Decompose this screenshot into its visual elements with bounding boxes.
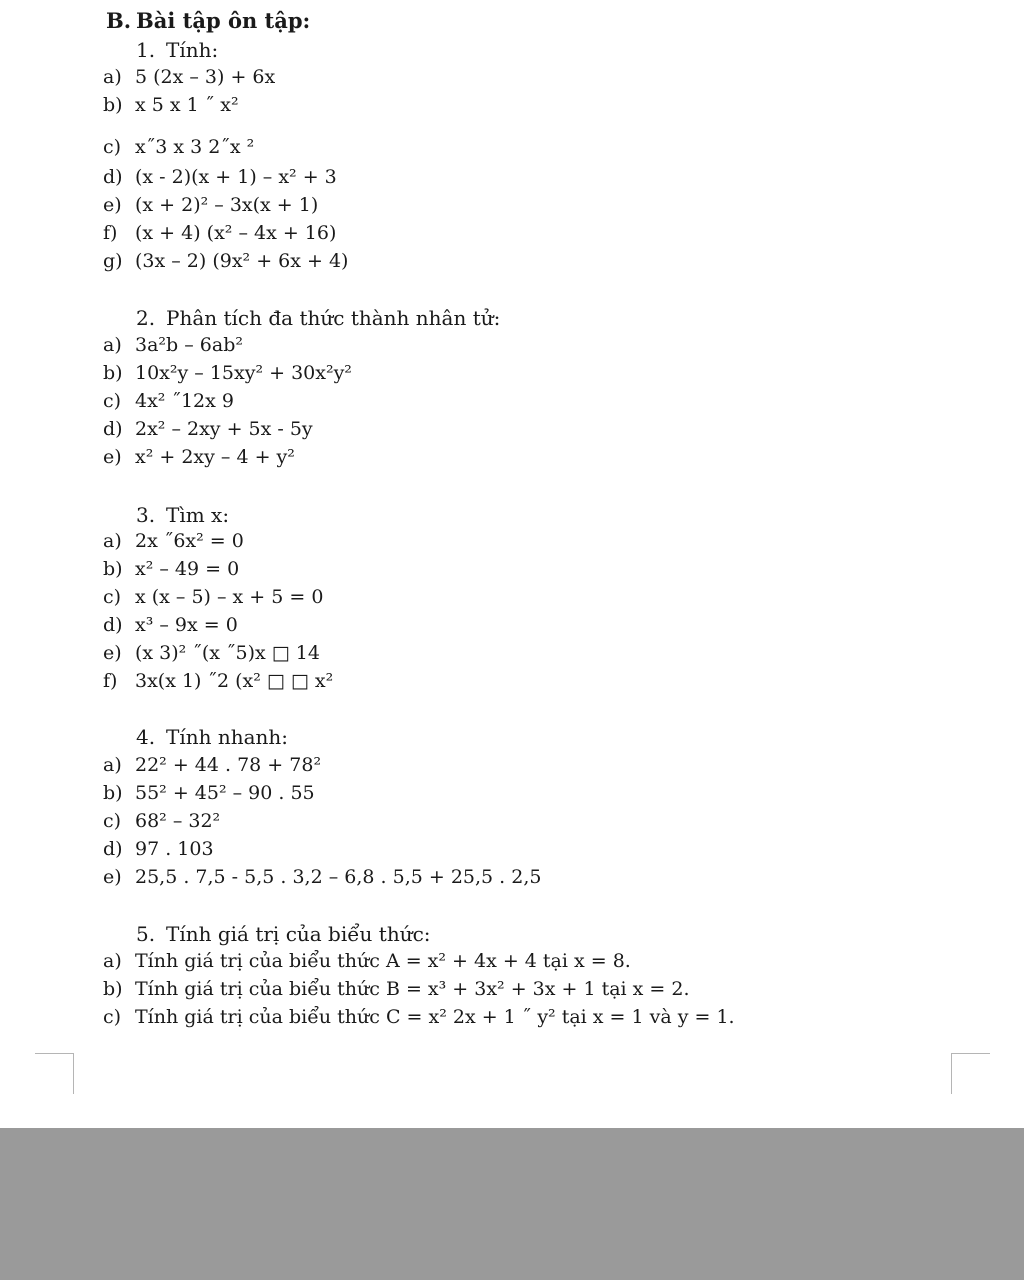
- exercise-item: [103, 390, 234, 412]
- item-text: 10x²y – 15xy² + 30x²y²: [135, 362, 352, 384]
- item-label: f): [103, 670, 118, 692]
- item-text: (x + 2)² – 3x(x + 1): [135, 194, 319, 216]
- section-heading: [106, 8, 310, 33]
- exercise-item: [103, 670, 333, 692]
- item-label: g): [103, 250, 123, 272]
- exercise-item: [103, 250, 348, 272]
- exercise-item: [103, 1006, 735, 1028]
- item-text: (x + 4) (x² – 4x + 16): [135, 222, 337, 244]
- item-text: x² – 49 = 0: [135, 558, 240, 580]
- item-label: a): [103, 754, 122, 776]
- item-label: a): [103, 530, 122, 552]
- exercise-title-text: Tính:: [166, 38, 219, 62]
- item-text: 55² + 45² – 90 . 55: [135, 782, 315, 804]
- exercise-item: [103, 194, 318, 216]
- item-text: x (x – 5) – x + 5 = 0: [135, 586, 324, 608]
- item-text: 97 . 103: [135, 838, 214, 860]
- item-label: f): [103, 222, 118, 244]
- item-label: c): [103, 810, 122, 832]
- exercise-number: 4.: [136, 725, 156, 749]
- heading-label: B.: [106, 8, 132, 33]
- exercise-item: [103, 950, 631, 972]
- exercise-3-title: [136, 503, 229, 527]
- item-label: b): [103, 558, 123, 580]
- item-text: 68² – 32²: [135, 810, 221, 832]
- item-label: b): [103, 978, 123, 1000]
- exercise-4-title: [136, 725, 288, 749]
- item-label: d): [103, 418, 123, 440]
- item-text: x² + 2xy – 4 + y²: [135, 446, 295, 468]
- exercise-2-title: [136, 306, 500, 330]
- exercise-item: [103, 136, 254, 158]
- item-text: 2x ˝6x² = 0: [135, 530, 244, 552]
- exercise-number: 3.: [136, 503, 156, 527]
- item-text: x 5 x 1 ˝ x²: [135, 94, 239, 116]
- item-text: 3x(x 1) ˝2 (x² □ □ x²: [135, 670, 334, 692]
- exercise-item: [103, 586, 323, 608]
- exercise-item: [103, 334, 243, 356]
- margin-corner-mark-right: [951, 1053, 990, 1094]
- item-text: 2x² – 2xy + 5x - 5y: [135, 418, 313, 440]
- exercise-item: [103, 530, 244, 552]
- item-text: 4x² ˝12x 9: [135, 390, 234, 412]
- item-label: e): [103, 446, 122, 468]
- item-label: b): [103, 782, 123, 804]
- exercise-title-text: Tính nhanh:: [166, 725, 289, 749]
- viewer-background: [0, 1128, 1024, 1280]
- exercise-number: 2.: [136, 306, 156, 330]
- item-text: 25,5 . 7,5 - 5,5 . 3,2 – 6,8 . 5,5 + 25,5 . 2,5: [135, 866, 542, 888]
- item-label: b): [103, 94, 123, 116]
- exercise-1-title: [136, 38, 218, 62]
- item-text: (x - 2)(x + 1) – x² + 3: [135, 166, 337, 188]
- item-text: Tính giá trị của biểu thức A = x² + 4x + 4 tại x = 8.: [135, 950, 631, 972]
- exercise-number: 1.: [136, 38, 156, 62]
- item-label: a): [103, 66, 122, 88]
- item-label: c): [103, 136, 122, 158]
- item-text: 5 (2x – 3) + 6x: [135, 66, 276, 88]
- exercise-item: [103, 754, 321, 776]
- exercise-item: [103, 866, 541, 888]
- exercise-item: [103, 782, 315, 804]
- item-label: c): [103, 586, 122, 608]
- item-text: (3x – 2) (9x² + 6x + 4): [135, 250, 349, 272]
- item-text: Tính giá trị của biểu thức B = x³ + 3x² + 3x + 1 tại x = 2.: [135, 978, 690, 1000]
- item-label: a): [103, 334, 122, 356]
- item-label: d): [103, 838, 123, 860]
- exercise-title-text: Tính giá trị của biểu thức:: [166, 922, 431, 946]
- exercise-5-title: [136, 922, 431, 946]
- heading-title: Bài tập ôn tập:: [136, 8, 311, 33]
- exercise-item: [103, 642, 320, 664]
- exercise-item: [103, 810, 220, 832]
- margin-corner-mark-left: [35, 1053, 74, 1094]
- exercise-item: [103, 362, 352, 384]
- item-label: b): [103, 362, 123, 384]
- item-text: x³ – 9x = 0: [135, 614, 238, 636]
- exercise-item: [103, 166, 337, 188]
- item-label: a): [103, 950, 122, 972]
- exercise-item: [103, 418, 313, 440]
- exercise-number: 5.: [136, 922, 156, 946]
- item-label: c): [103, 1006, 122, 1028]
- exercise-item: [103, 66, 275, 88]
- item-label: d): [103, 166, 123, 188]
- exercise-item: [103, 978, 690, 1000]
- item-text: x˝3 x 3 2˝x ²: [135, 136, 255, 158]
- item-label: c): [103, 390, 122, 412]
- item-text: Tính giá trị của biểu thức C = x² 2x + 1 ˝ y² tại x = 1 và y = 1.: [135, 1006, 735, 1028]
- exercise-item: [103, 94, 239, 116]
- exercise-item: [103, 446, 295, 468]
- item-label: e): [103, 194, 122, 216]
- exercise-item: [103, 222, 336, 244]
- exercise-item: [103, 558, 239, 580]
- item-text: 22² + 44 . 78 + 78²: [135, 754, 322, 776]
- exercise-item: [103, 614, 238, 636]
- exercise-title-text: Tìm x:: [166, 503, 230, 527]
- item-label: e): [103, 642, 122, 664]
- exercise-item: [103, 838, 214, 860]
- item-label: d): [103, 614, 123, 636]
- item-text: (x 3)² ˝(x ˝5)x □ 14: [135, 642, 320, 664]
- item-label: e): [103, 866, 122, 888]
- exercise-title-text: Phân tích đa thức thành nhân tử:: [166, 306, 501, 330]
- item-text: 3a²b – 6ab²: [135, 334, 243, 356]
